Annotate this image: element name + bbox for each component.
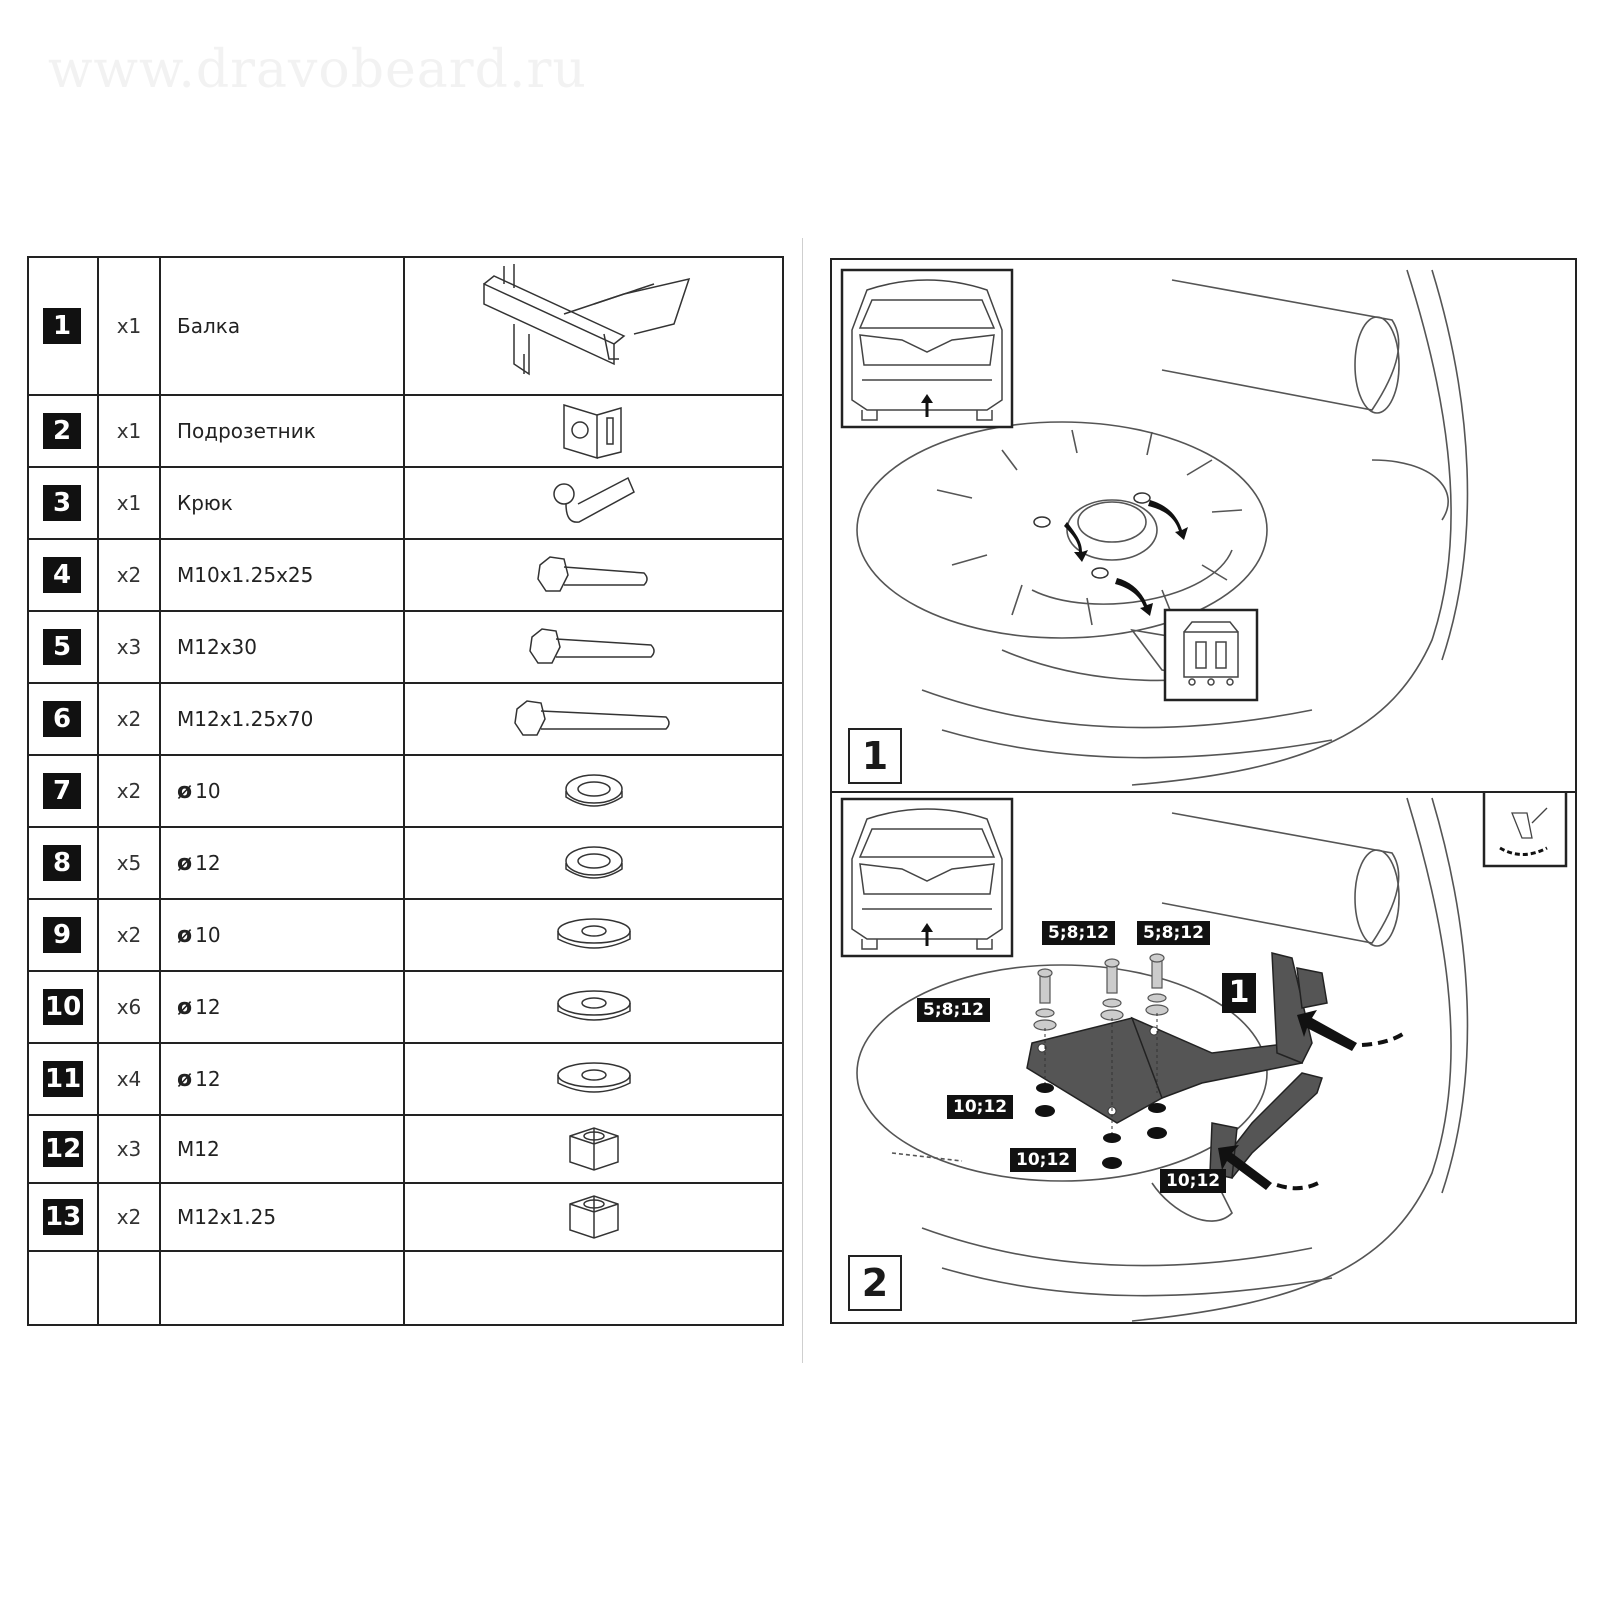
diameter-symbol: ø (177, 1066, 193, 1092)
part-name: M10x1.25x25 (177, 563, 314, 587)
part-name-cell (160, 683, 404, 755)
part-row (28, 971, 783, 1043)
fastener-tag: 5;8;12 (1137, 921, 1210, 945)
socket-bracket-icon (405, 400, 782, 462)
part-quantity: x1 (98, 257, 160, 395)
bolt-icon (405, 551, 782, 599)
part-quantity: x2 (98, 539, 160, 611)
car-rear-inset (842, 270, 1012, 427)
part-name-cell (160, 257, 404, 395)
clip-inset (1165, 610, 1257, 700)
part-quantity: x5 (98, 827, 160, 899)
part-row (28, 1115, 783, 1183)
part-quantity: x2 (98, 1183, 160, 1251)
part-quantity: x1 (98, 467, 160, 539)
part-number: 1 (43, 308, 81, 344)
part-name-cell (160, 1043, 404, 1115)
part-row (28, 755, 783, 827)
flat-washer-icon (405, 985, 782, 1029)
part-number: 12 (43, 1131, 83, 1167)
part-number: 10 (43, 989, 83, 1025)
part-number: 5 (43, 629, 81, 665)
part-row (28, 1043, 783, 1115)
part-row (28, 1183, 783, 1251)
part-row (28, 683, 783, 755)
part-number: 9 (43, 917, 81, 953)
fastener-tag: 10;12 (1010, 1148, 1076, 1172)
part-number: 6 (43, 701, 81, 737)
bolt-icon (405, 695, 782, 743)
part-name-cell (160, 395, 404, 467)
part-number: 11 (43, 1061, 83, 1097)
part-name: 12 (195, 994, 221, 1019)
beam-icon (405, 264, 782, 389)
fastener-tag: 5;8;12 (917, 998, 990, 1022)
parts-table (27, 256, 784, 1326)
part-row (28, 539, 783, 611)
part-number: 3 (43, 485, 81, 521)
part-quantity: x6 (98, 971, 160, 1043)
part-callout: 1 (1222, 973, 1256, 1013)
part-name: Крюк (177, 491, 233, 515)
diameter-symbol: ø (177, 922, 193, 948)
watermark: www.dravobeard.ru (48, 40, 587, 100)
flat-washer-icon (405, 1057, 782, 1101)
part-number: 8 (43, 845, 81, 881)
part-name: Балка (177, 314, 241, 338)
fastener-tag: 10;12 (947, 1095, 1013, 1119)
part-name-cell (160, 971, 404, 1043)
part-quantity: x1 (98, 395, 160, 467)
step-1-panel (830, 258, 1577, 793)
step-1-number: 1 (848, 728, 902, 784)
part-name-cell (160, 827, 404, 899)
step-1-illustration (832, 260, 1577, 793)
part-number: 4 (43, 557, 81, 593)
part-name-cell (160, 755, 404, 827)
step-2-illustration (832, 793, 1577, 1324)
spring-washer-icon (405, 841, 782, 885)
part-name: Подрозетник (177, 419, 316, 443)
part-row (28, 395, 783, 467)
part-quantity: x3 (98, 1115, 160, 1183)
part-name: M12x1.25 (177, 1205, 277, 1229)
part-quantity: x3 (98, 611, 160, 683)
car-rear-inset (842, 799, 1012, 956)
diameter-symbol: ø (177, 850, 193, 876)
tow-ball-icon (405, 472, 782, 534)
part-name: M12x30 (177, 635, 257, 659)
part-row (28, 611, 783, 683)
part-number: 13 (43, 1199, 83, 1235)
diameter-symbol: ø (177, 778, 193, 804)
torque-wrench-icon (1484, 793, 1566, 866)
fastener-tag: 10;12 (1160, 1169, 1226, 1193)
part-quantity: x4 (98, 1043, 160, 1115)
spring-washer-icon (405, 769, 782, 813)
part-name-cell (160, 1115, 404, 1183)
nut-icon (405, 1124, 782, 1174)
part-name: M12 (177, 1137, 220, 1161)
part-name: 10 (195, 778, 221, 803)
part-name-cell (160, 899, 404, 971)
part-name-cell (160, 611, 404, 683)
part-row (28, 827, 783, 899)
part-number: 2 (43, 413, 81, 449)
part-row (28, 467, 783, 539)
part-name-cell (160, 1183, 404, 1251)
tow-bar-beam (1027, 953, 1327, 1178)
part-name: 10 (195, 922, 221, 947)
nut-icon (405, 1192, 782, 1242)
part-quantity: x2 (98, 683, 160, 755)
part-name-cell (160, 539, 404, 611)
part-name: M12x1.25x70 (177, 707, 314, 731)
flat-washer-icon (405, 913, 782, 957)
empty-row (28, 1251, 783, 1325)
part-name-cell (160, 467, 404, 539)
part-quantity: x2 (98, 899, 160, 971)
part-row (28, 899, 783, 971)
part-row (28, 257, 783, 395)
part-number: 7 (43, 773, 81, 809)
part-name: 12 (195, 850, 221, 875)
part-quantity: x2 (98, 755, 160, 827)
column-divider (802, 238, 803, 1363)
step-2-panel (830, 791, 1577, 1324)
step-2-number: 2 (848, 1255, 902, 1311)
diameter-symbol: ø (177, 994, 193, 1020)
bolt-icon (405, 623, 782, 671)
part-name: 12 (195, 1066, 221, 1091)
fastener-tag: 5;8;12 (1042, 921, 1115, 945)
